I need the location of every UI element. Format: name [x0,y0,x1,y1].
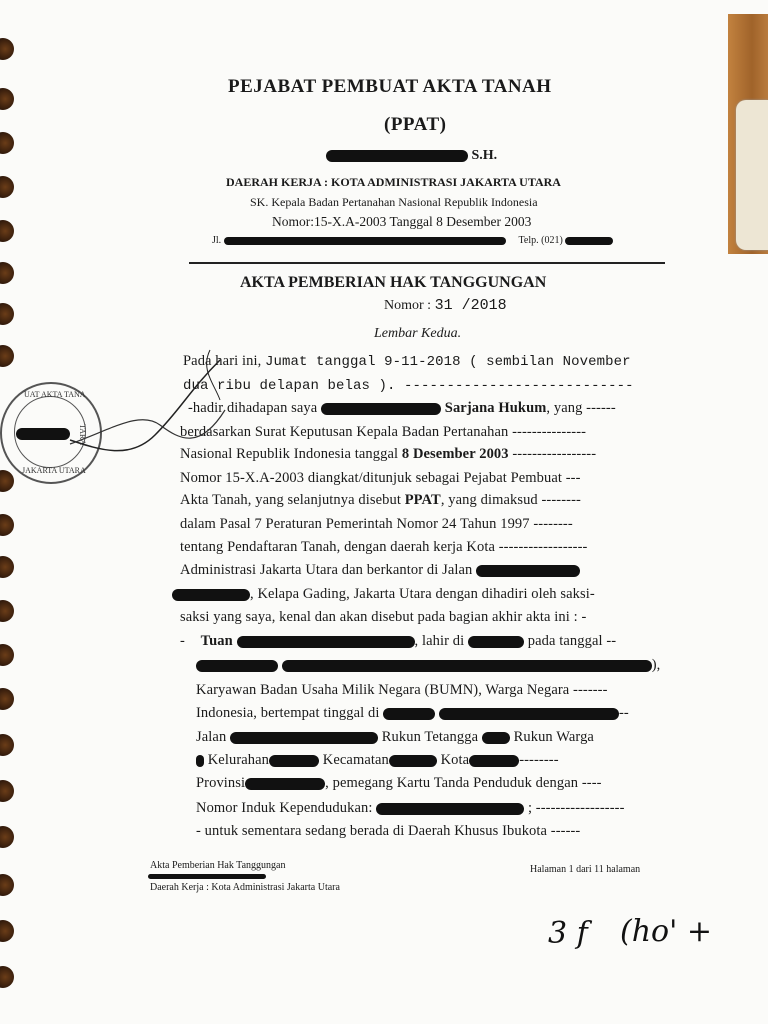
binder-hole [0,88,14,110]
signature-initials: (ho' + [620,914,713,949]
redaction-bar [383,708,435,720]
body-line: saksi yang saya, kenal dan akan disebut pada bagian akhir akta ini : - [180,609,587,625]
text: Kota [440,752,470,768]
header-subtitle: (PPAT) [384,114,447,135]
address-label: Jl. [212,235,222,246]
address-line [212,235,613,246]
body-line [196,729,594,746]
stamp-text-top: UAT AKTA TANA [24,390,86,399]
body-line [180,492,581,509]
text: ), [651,657,661,673]
text: Provinsi [196,775,246,791]
redaction-bar [269,755,319,767]
binder-hole [0,826,14,848]
body-line: tentang Pendaftaran Tanah, dengan daerah kerja Kota ------------------ [180,539,588,555]
binder-hole [0,176,14,198]
background-object [736,100,768,250]
body-line: - untuk sementara sedang berada di Daerah Khusus Ibukota ------ [196,823,581,839]
text: , yang ------ [546,400,616,416]
redaction-bar [245,778,325,790]
sk-number: Nomor:15-X.A-2003 Tanggal 8 Desember 2003 [272,214,532,229]
header-divider [189,262,665,264]
work-area: DAERAH KERJA : KOTA ADMINISTRASI JAKARTA UTARA [226,175,561,189]
binder-hole [0,734,14,756]
text: -------- [519,752,559,768]
redaction-bar [565,237,613,245]
binder-hole [0,132,14,154]
body-line: berdasarkan Surat Keputusan Kepala Badan Pertanahan --------------- [180,424,587,440]
text: , pemegang Kartu Tanda Penduduk dengan ---- [325,775,602,791]
footer-underline [148,874,266,879]
text: Nasional Republik Indonesia tanggal [180,446,399,462]
text: -hadir dihadapan saya [188,400,318,416]
redaction-bar [476,565,580,577]
binder-hole [0,644,14,666]
redaction-bar [468,636,524,648]
phone-label: Telp. (021) [518,235,563,246]
text: Nomor Induk Kependudukan: [196,800,373,816]
text: Kecamatan [322,752,389,768]
redaction-bar [230,732,378,744]
binder-hole [0,262,14,284]
date-text: 8 Desember 2003 [401,446,509,462]
binder-hole [0,38,14,60]
binder-hole [0,220,14,242]
deed-number-value: 31 /2018 [434,297,507,314]
text: Akta Tanah, yang selanjutnya disebut [180,492,401,508]
binder-hole [0,514,14,536]
body-line [196,775,602,792]
text: ----------------- [512,446,597,462]
redaction-bar [469,755,519,767]
redaction-bar [376,803,524,815]
redaction-bar [282,660,652,672]
redaction-bar [482,732,510,744]
binder-hole [0,920,14,942]
body-line [180,562,580,579]
body-line: Karyawan Badan Usaha Milik Negara (BUMN), Warga Negara ------- [196,682,608,698]
binder-hole [0,966,14,988]
body-line [196,705,629,722]
binder-hole [0,600,14,622]
signature-initials: 3 f [548,916,588,951]
body-line: Nomor 15-X.A-2003 diangkat/ditunjuk sebagai Pejabat Pembuat --- [180,470,581,486]
deed-number-label: Nomor : [384,298,432,313]
text: , Kelapa Gading, Jakarta Utara dengan dihadiri oleh saksi- [250,586,595,602]
text: -- [618,705,629,721]
stamp-text-bottom: JAKARTA UTARA [22,466,86,475]
body-line [183,353,631,370]
binder-hole [0,303,14,325]
redaction-bar [439,708,619,720]
page-counter: Halaman 1 dari 11 halaman [530,864,641,875]
text: Tuan [200,633,233,649]
text: Rukun Tetangga [381,729,479,745]
body-line [196,752,559,769]
footer-left-2: Daerah Kerja : Kota Administrasi Jakarta Utara [150,882,340,893]
body-line [188,400,616,417]
text: Indonesia, bertempat tinggal di [196,705,380,721]
text: Jalan [196,729,227,745]
binder-hole [0,556,14,578]
binder-hole [0,470,14,492]
footer-left-1: Akta Pemberian Hak Tanggungan [150,860,286,871]
body-line: dua ribu delapan belas ). --------------------------- [183,378,634,394]
body-line [180,633,616,650]
body-line [196,800,625,817]
header-title: PEJABAT PEMBUAT AKTA TANAH [228,76,552,97]
redaction-bar [321,403,441,415]
title-text: Sarjana Hukum [444,400,547,416]
binder-holes [0,0,24,1024]
redaction-bar [172,589,250,601]
redaction-bar [237,636,415,648]
body-line: dalam Pasal 7 Peraturan Pemerintah Nomor 24 Tahun 1997 -------- [180,516,573,532]
body-line [172,586,595,603]
sheet-label: Lembar Kedua. [374,326,462,341]
text: pada tanggal -- [527,633,617,649]
redaction-bar [196,660,278,672]
text: ; ------------------ [527,800,625,816]
redaction-bar [224,237,506,245]
stamp-text-right: TARA [78,424,87,446]
handwritten-date: Jumat tanggal 9-11-2018 ( sembilan November [265,354,631,370]
binder-hole [0,874,14,896]
deed-title: AKTA PEMBERIAN HAK TANGGUNGAN [240,274,547,291]
deed-number [384,297,507,314]
text: , lahir di [414,633,465,649]
body-line [196,657,660,674]
sk-line: SK. Kepala Badan Pertanahan Nasional Republik Indonesia [250,195,538,209]
text: Pada hari ini, [183,353,262,369]
redaction-bar [326,150,468,162]
text: Administrasi Jakarta Utara dan berkantor di Jalan [180,562,473,578]
text: Kelurahan [207,752,270,768]
binder-hole [0,345,14,367]
redaction-bar [389,755,437,767]
name-suffix: S.H. [471,148,498,163]
text: - [180,633,185,649]
binding-string [60,340,230,480]
body-line [180,446,596,463]
notary-name-line [326,148,497,164]
text: Rukun Warga [513,729,594,745]
ppat-text: PPAT [404,492,441,508]
binder-hole [0,688,14,710]
text: , yang dimaksud -------- [440,492,581,508]
binder-hole [0,780,14,802]
redaction-bar [196,755,204,767]
